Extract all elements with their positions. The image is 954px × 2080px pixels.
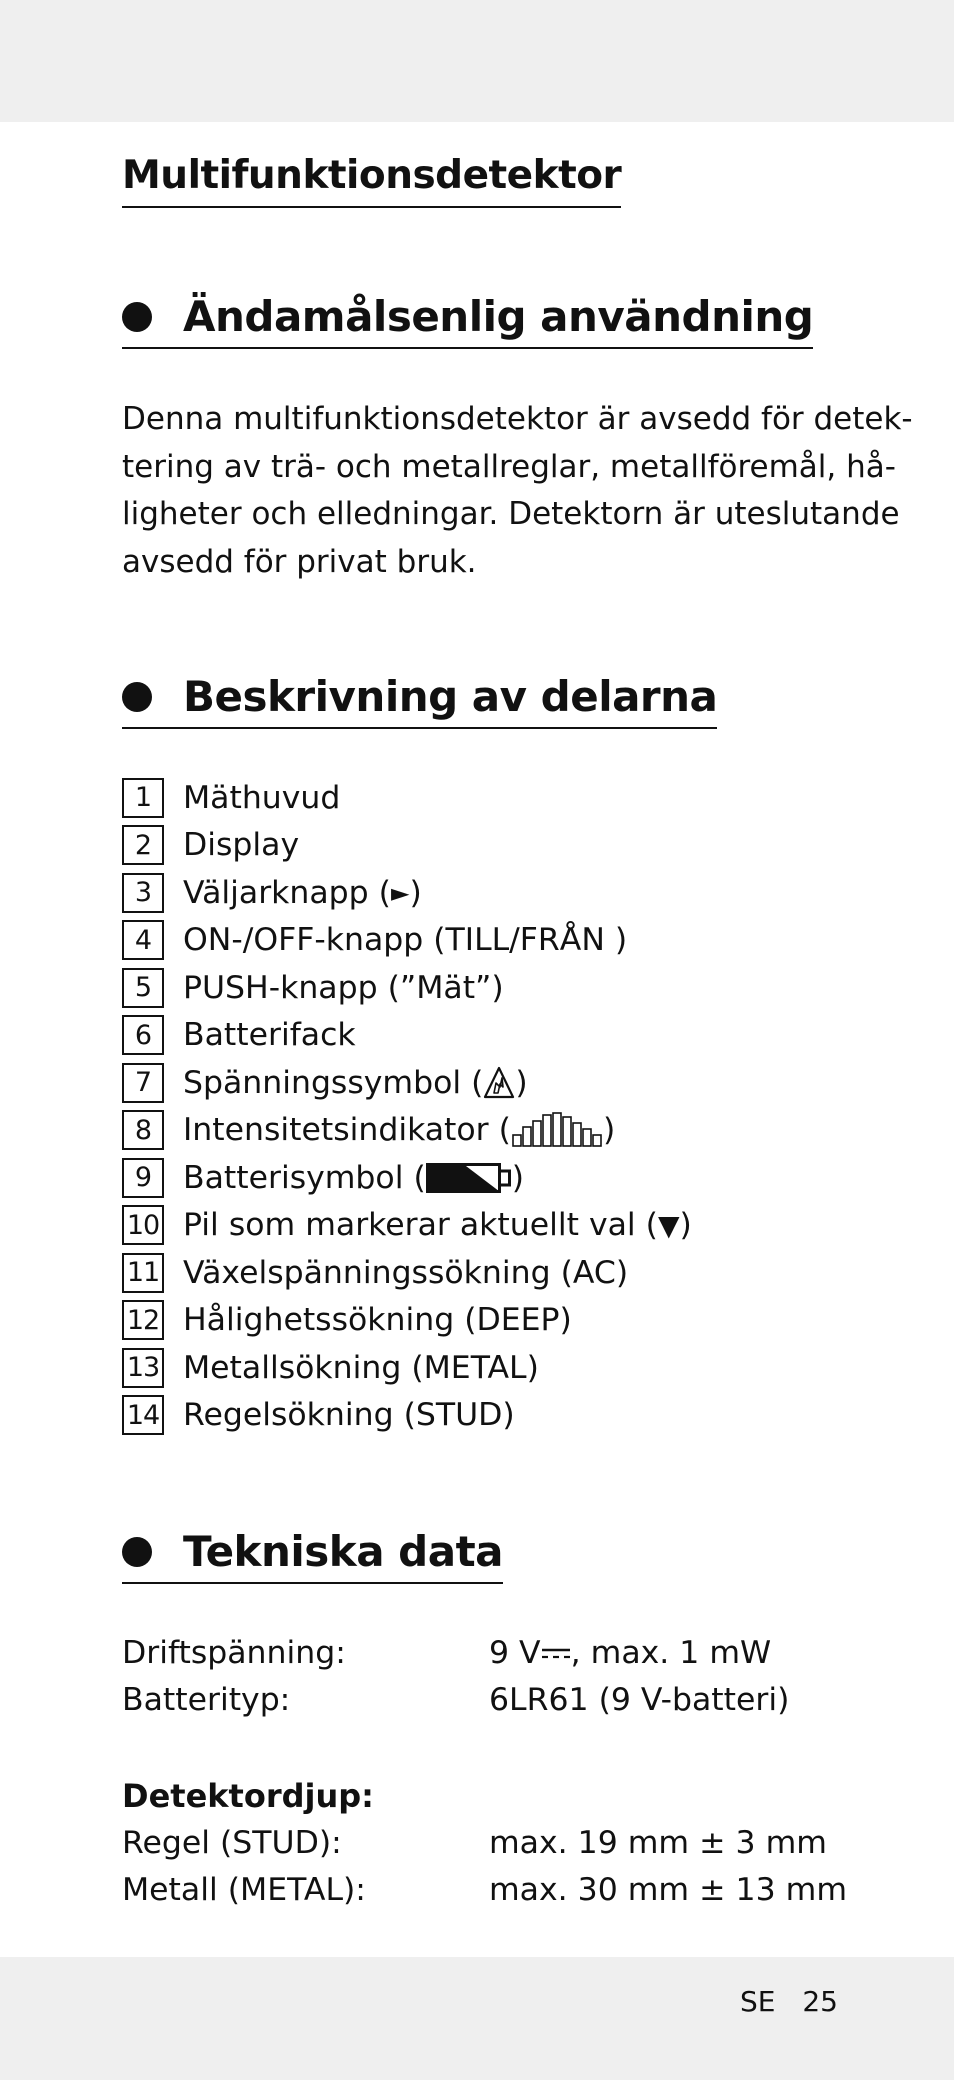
item-text: ON-/OFF-knapp (TILL/FRÅN ) (183, 922, 628, 959)
section-heading-parts-text: Beskrivning av delarna (183, 672, 718, 721)
current-selection-arrow-symbol: ▼ (657, 1208, 680, 1242)
depth-subheading: Detektordjup: (122, 1777, 374, 1815)
section-heading-usage-text: Ändamålsenlig användning (183, 292, 814, 341)
spec-value: max. 19 mm ± 3 mm (489, 1825, 827, 1861)
item-number: 1 (122, 778, 164, 818)
usage-paragraph (122, 396, 913, 586)
footer-language: SE (739, 1985, 776, 2018)
list-item (122, 1059, 692, 1107)
list-item (122, 1012, 692, 1060)
item-text-pre: Batterisymbol ( (183, 1159, 426, 1196)
page-footer (740, 1985, 838, 2018)
item-text: Växelspänningssökning (AC) (183, 1254, 629, 1291)
spec-row-metal (122, 1867, 847, 1915)
spec-label: Batterityp: (122, 1682, 291, 1718)
list-item (122, 1107, 692, 1155)
item-number: 7 (122, 1063, 164, 1103)
intensity-bars-icon (511, 1111, 603, 1149)
item-text: Mäthuvud (183, 779, 341, 816)
item-number: 8 (122, 1110, 164, 1150)
section-heading-tech-text: Tekniska data (183, 1527, 504, 1576)
usage-line: ligheter och elledningar. Detektorn är uteslutande (122, 496, 900, 532)
item-text-post: ) (409, 874, 422, 911)
dc-symbol-icon (541, 1646, 571, 1662)
spec-value: 6LR61 (9 V-batteri) (489, 1682, 790, 1718)
list-item (122, 1202, 692, 1250)
item-text: PUSH-knapp (”Mät”) (183, 969, 504, 1006)
spec-label: Driftspänning: (122, 1635, 346, 1671)
spec-row-battery (122, 1677, 789, 1725)
spec-row-stud (122, 1820, 827, 1868)
spec-label: Metall (METAL): (122, 1872, 366, 1908)
section-heading-tech (122, 1524, 503, 1584)
item-number: 6 (122, 1015, 164, 1055)
item-text-pre: Intensitetsindikator ( (183, 1112, 511, 1149)
footer-page-number: 25 (802, 1985, 838, 2018)
list-item (122, 1249, 692, 1297)
list-item (122, 822, 692, 870)
list-item (122, 1392, 692, 1440)
bullet-icon (122, 1537, 152, 1567)
item-text-post: ) (602, 1112, 616, 1149)
bullet-icon (122, 682, 152, 712)
item-number: 5 (122, 968, 164, 1008)
item-number: 3 (122, 873, 164, 913)
item-text-pre: Väljarknapp ( (183, 874, 391, 911)
item-text: Display (183, 827, 300, 864)
list-item (122, 1297, 692, 1345)
spec-row-voltage (122, 1630, 771, 1678)
page-title: Multifunktionsdetektor (122, 150, 621, 208)
item-number: 10 (122, 1205, 164, 1245)
section-heading-parts (122, 669, 717, 729)
item-text-pre: Pil som markerar aktuellt val ( (183, 1207, 658, 1244)
spec-label: Regel (STUD): (122, 1825, 342, 1861)
item-text-post: ) (515, 1064, 528, 1101)
item-text: Regelsökning (STUD) (183, 1397, 515, 1434)
list-item (122, 774, 692, 822)
item-number: 14 (122, 1395, 164, 1435)
bullet-icon (122, 302, 152, 332)
item-text: Hålighetssökning (DEEP) (183, 1302, 572, 1339)
section-heading-usage (122, 289, 813, 349)
list-item (122, 1154, 692, 1202)
spec-value-pre: 9 V (489, 1635, 541, 1671)
usage-line: Denna multifunktionsdetektor är avsedd för detek- (122, 401, 913, 437)
voltage-warning-icon (483, 1066, 515, 1100)
item-number: 2 (122, 825, 164, 865)
item-number: 11 (122, 1253, 164, 1293)
item-number: 4 (122, 920, 164, 960)
item-text-post: ) (511, 1159, 525, 1196)
item-number: 13 (122, 1348, 164, 1388)
item-text-post: ) (679, 1207, 692, 1244)
battery-icon (426, 1163, 512, 1193)
top-margin-band (0, 0, 954, 122)
usage-line: avsedd för privat bruk. (122, 543, 477, 580)
selector-arrow-symbol: ► (390, 878, 410, 907)
spec-value: max. 30 mm ± 13 mm (489, 1872, 848, 1908)
list-item (122, 1344, 692, 1392)
item-text: Metallsökning (METAL) (183, 1349, 539, 1386)
bottom-margin-band (0, 1957, 954, 2080)
item-number: 9 (122, 1158, 164, 1198)
spec-value-post: , max. 1 mW (570, 1635, 772, 1671)
list-item (122, 917, 692, 965)
item-number: 12 (122, 1300, 164, 1340)
list-item (122, 869, 692, 917)
usage-line: tering av trä- och metallreglar, metallföremål, hå- (122, 448, 896, 485)
parts-list (122, 774, 692, 1439)
item-text-pre: Spänningssymbol ( (183, 1064, 484, 1101)
item-text: Batterifack (183, 1017, 356, 1054)
list-item (122, 964, 692, 1012)
